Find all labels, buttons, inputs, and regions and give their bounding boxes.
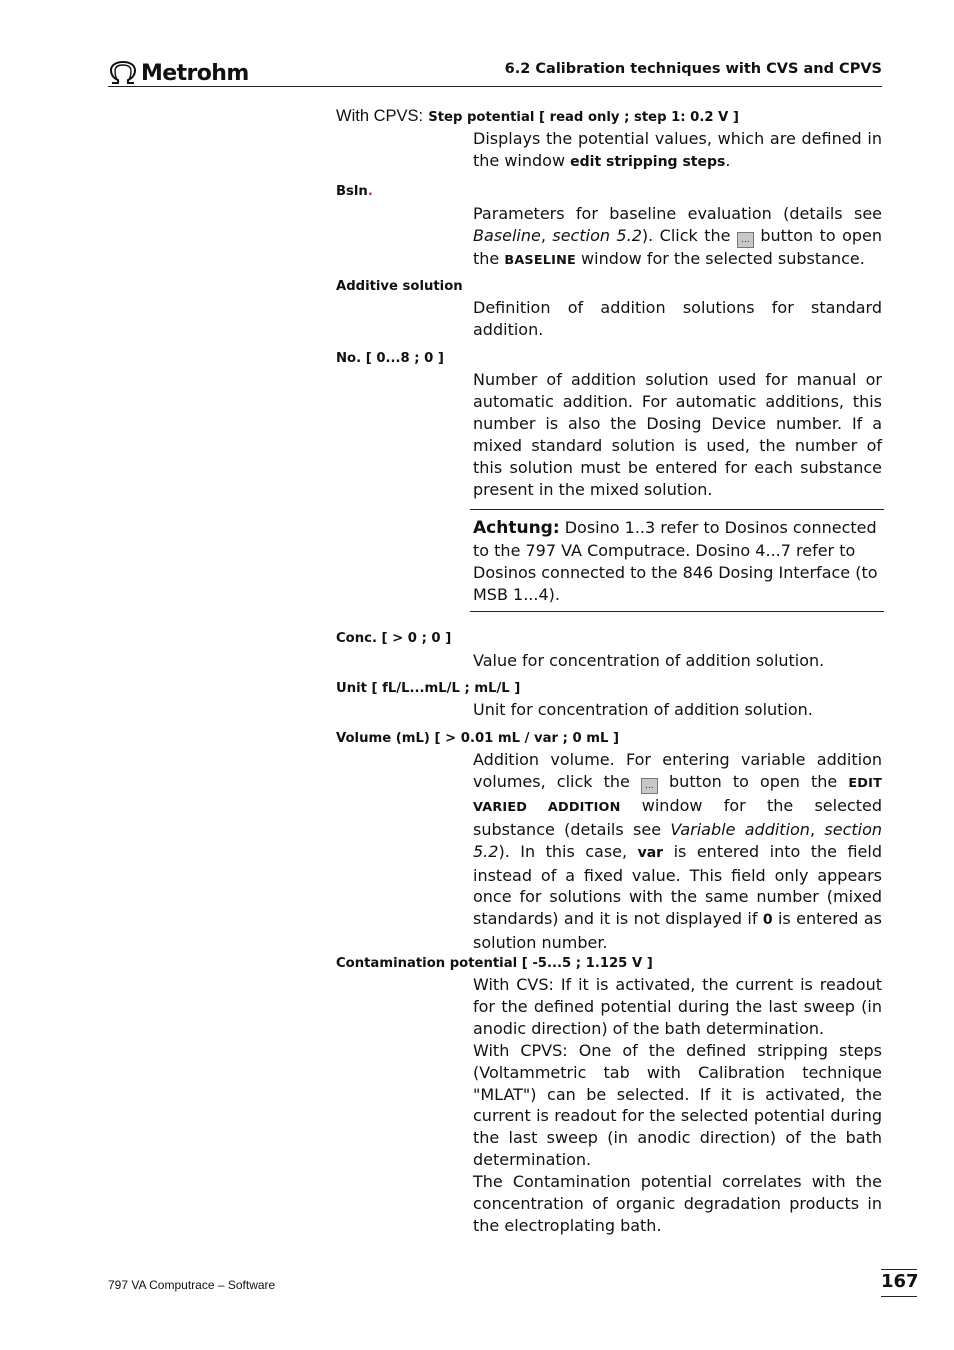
- ellipsis-button-icon[interactable]: ...: [641, 778, 658, 794]
- no-desc: Number of addition solution used for manual or automatic addition. For automatic additions, this number is also the Dosing Device number. If a mixed standard solution is used, the number of this solution must be entered for each substance present in the mixed solution.: [473, 370, 882, 499]
- logo-text: Metrohm: [141, 60, 249, 86]
- bsln-desc: Parameters for baseline evaluation (details see Baseline, section 5.2). Click the ... button to open the BASELINE window for the selected substance.: [473, 204, 882, 268]
- step-potential-label: [336, 106, 739, 126]
- note-bottom-rule: [470, 611, 884, 612]
- additive-solution-desc: Definition of addition solutions for standard addition.: [473, 298, 882, 339]
- step-potential-desc: Displays the potential values, which are defined in the window edit stripping steps.: [473, 129, 882, 170]
- achtung-title: Achtung:: [473, 518, 560, 538]
- conc-label: Conc. [ > 0 ; 0 ]: [336, 631, 452, 646]
- header-divider: [108, 86, 882, 87]
- contamination-desc: [473, 974, 882, 1237]
- contamination-cpvs-para: With CPVS: One of the defined stripping steps (Voltammetric tab with Calibration technique "MLAT") can be selected. If it is activated, the current is readout for the selected potential during the last sweep (in anodic direction) of the bath determination.: [473, 1040, 882, 1170]
- baseline-window-ref: BASELINE: [504, 252, 576, 268]
- additive-solution-label: Additive solution: [336, 279, 463, 294]
- zero-keyword: 0: [762, 912, 773, 929]
- contamination-label: Contamination potential [ -5...5 ; 1.125 V ]: [336, 956, 653, 971]
- edit-stripping-steps-ref: edit stripping steps: [570, 153, 726, 170]
- footer-product: 797 VA Computrace – Software: [108, 1278, 276, 1292]
- edit-varied-addition-ref: EDIT VARIED ADDITION: [473, 775, 882, 815]
- ellipsis-button-icon[interactable]: ...: [737, 232, 754, 248]
- page-number: 167: [881, 1271, 919, 1292]
- unit-label: Unit [ fL/L...mL/L ; mL/L ]: [336, 681, 521, 696]
- var-keyword: var: [637, 844, 664, 861]
- metrohm-logo: [108, 58, 249, 88]
- achtung-note: [473, 517, 885, 606]
- volume-label: Volume (mL) [ > 0.01 mL / var ; 0 mL ]: [336, 731, 620, 746]
- bsln-label: Bsln.: [336, 184, 373, 199]
- achtung-text: Dosino 1..3 refer to Dosinos connected to the 797 VA Computrace. Dosino 4...7 refer to Dosinos connected to the 846 Dosing Interface (to MSB 1...4).: [473, 518, 878, 604]
- section-title: 6.2 Calibration techniques with CVS and CPVS: [504, 61, 882, 77]
- no-label: No. [ 0...8 ; 0 ]: [336, 351, 444, 366]
- step-potential-param: Step potential [ read only ; step 1: 0.2 V ]: [428, 110, 739, 125]
- page-number-bottom-rule: [881, 1296, 917, 1297]
- contamination-cvs-para: With CVS: If it is activated, the current is readout for the defined potential during the last sweep (in anodic direction) of the bath determination.: [473, 975, 882, 1038]
- omega-logo-icon: [108, 60, 138, 86]
- page-number-top-rule: [881, 1269, 917, 1270]
- conc-desc: Value for concentration of addition solution.: [473, 651, 825, 670]
- unit-desc: Unit for concentration of addition solution.: [473, 700, 813, 719]
- note-top-rule: [470, 509, 884, 510]
- contamination-correlation-para: The Contamination potential correlates with the concentration of organic degradation products in the electroplating bath.: [473, 1172, 882, 1235]
- volume-desc: Addition volume. For entering variable addition volumes, click the ... button to open the EDIT VARIED ADDITION window for the selected substance (details see Variable addition, section 5.2). In this case, var is entered into the field instead of a fixed value. This field only appears once for solutions with the same number (mixed standards) and it is not displayed if 0 is entered as solution number.: [473, 750, 883, 953]
- with-cpvs-prefix: With CPVS:: [336, 107, 424, 125]
